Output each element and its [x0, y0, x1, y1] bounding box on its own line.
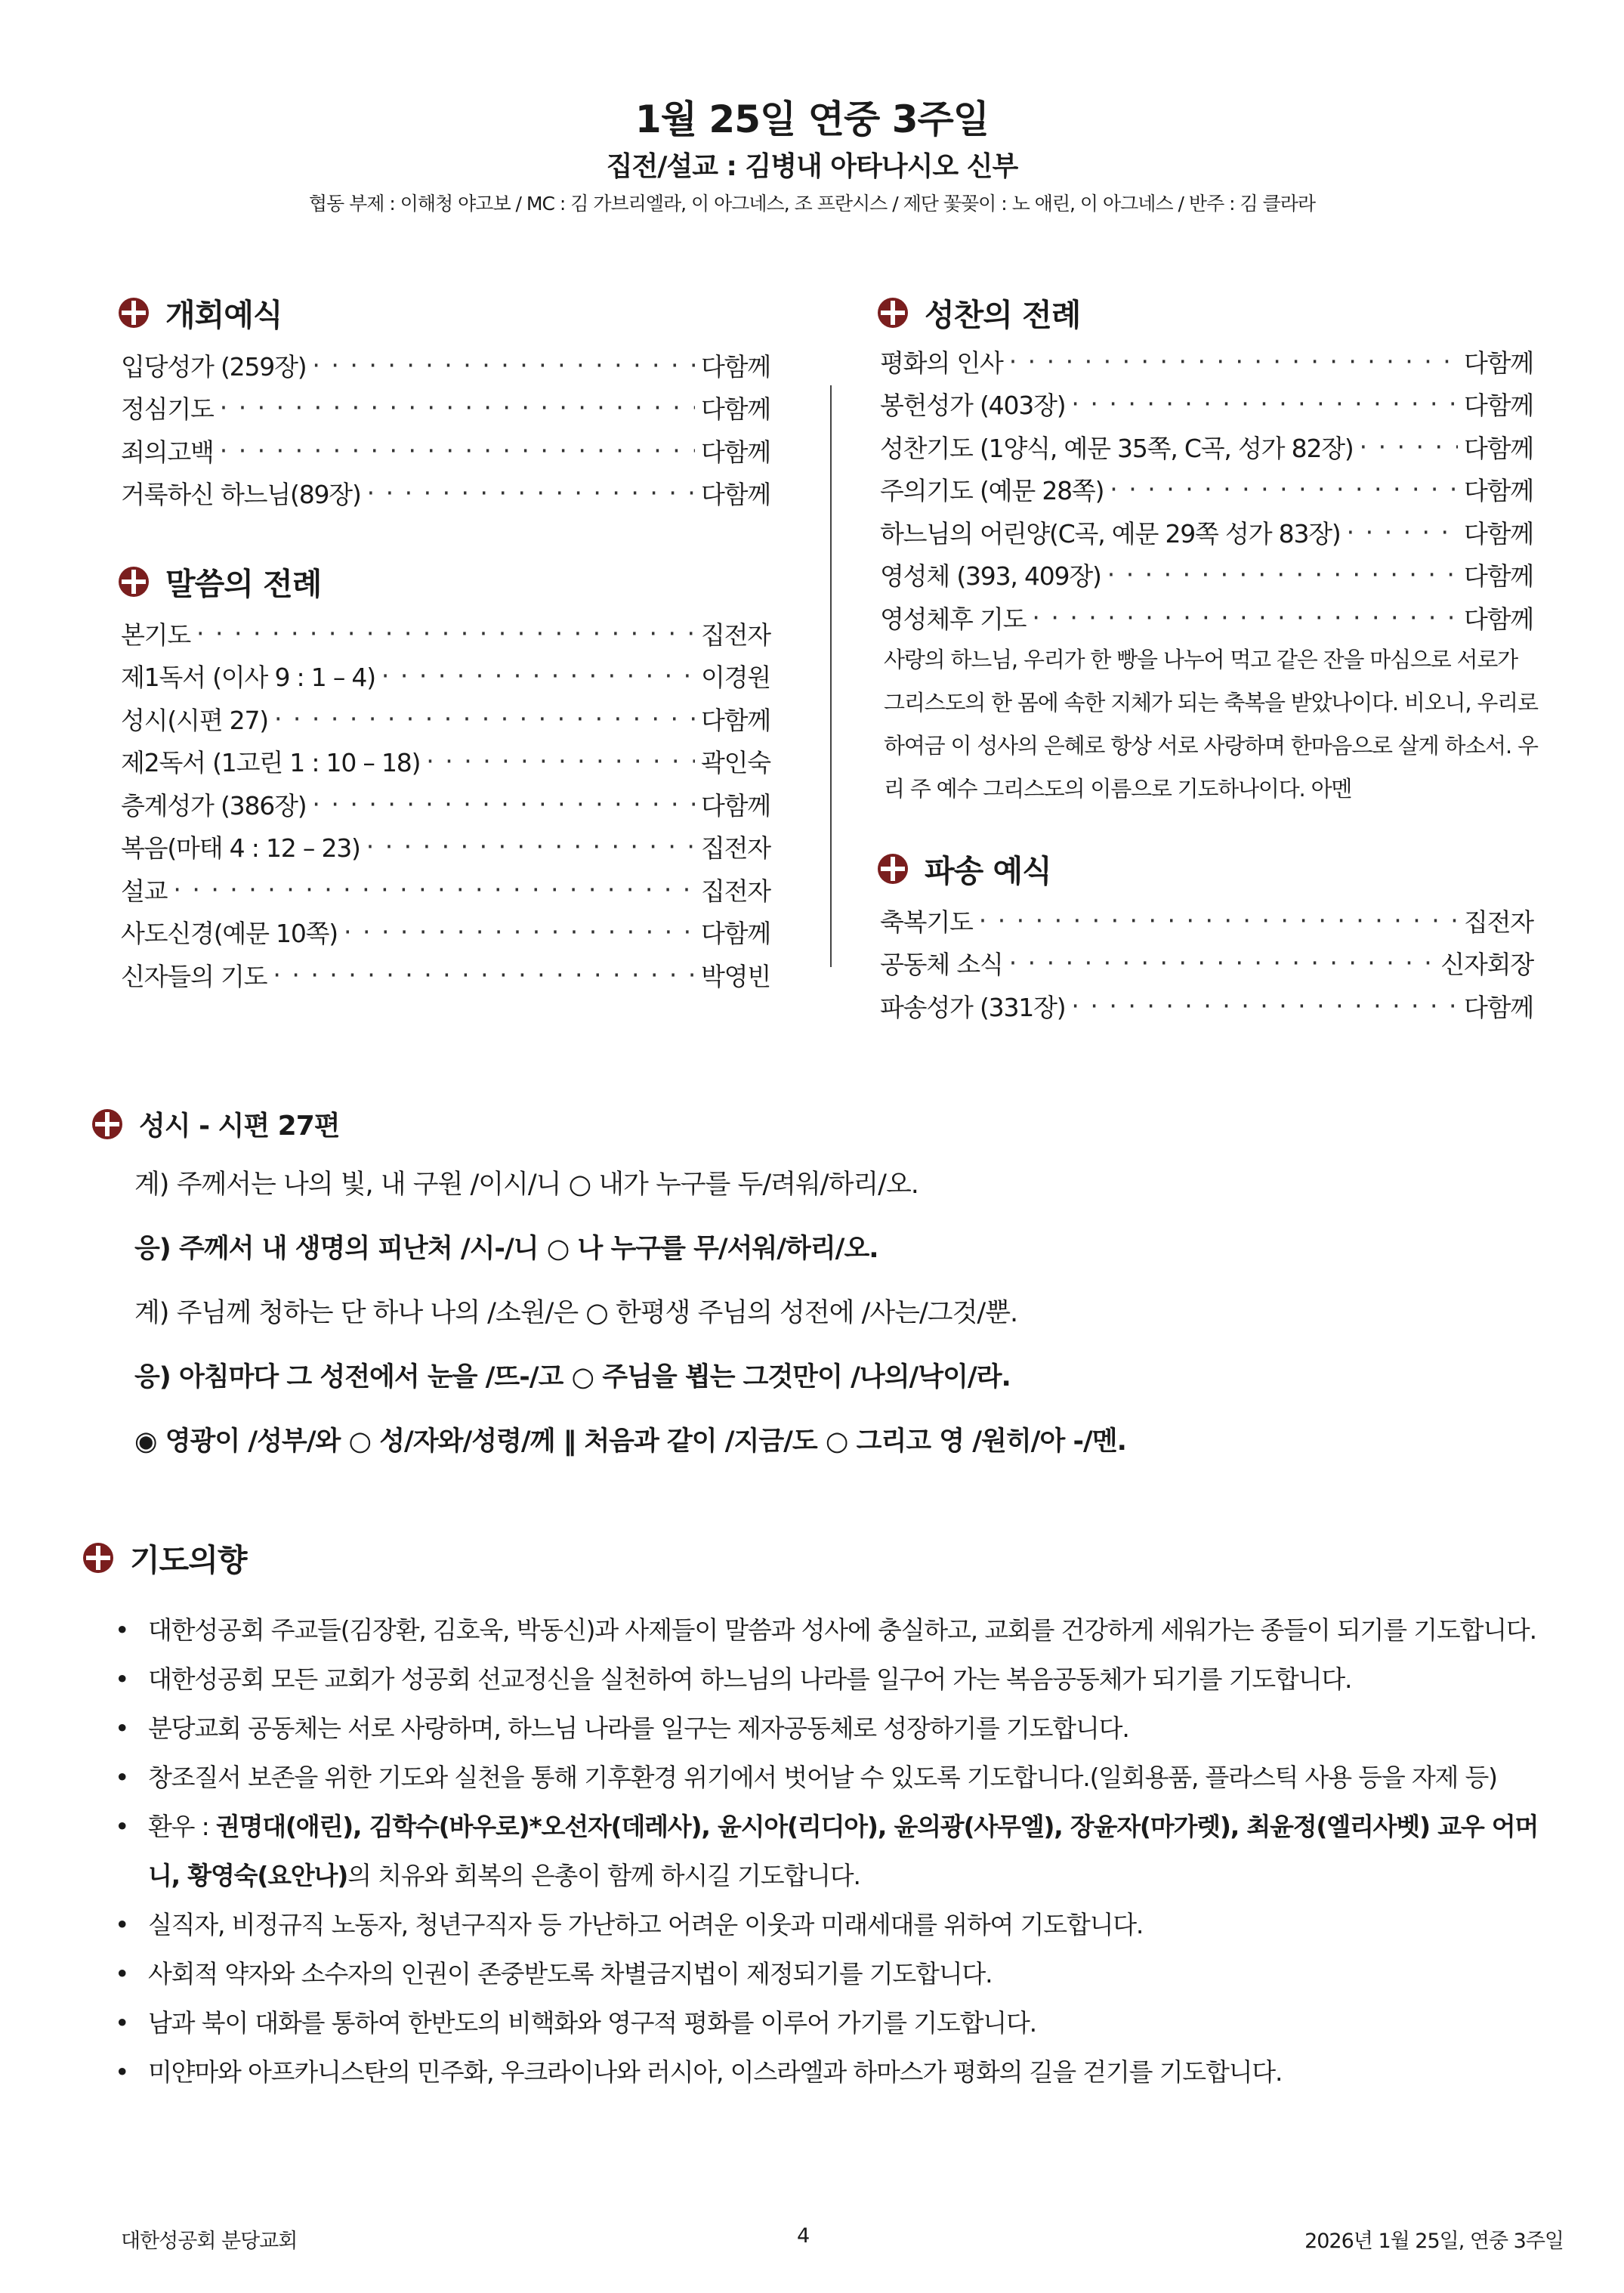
intentions-list — [112, 1605, 1570, 2097]
sick-suffix: 의 치유와 회복의 은총이 함께 하시길 기도합니다. — [347, 1861, 860, 1890]
order-item: 설교 — [121, 876, 168, 906]
section-heading-psalm — [91, 1105, 340, 1143]
intention-item: • 사회적 약자와 소수자의 인권이 존중받도록 차별금지법이 제정되기를 기도합니다. — [112, 1949, 1570, 1998]
order-row — [121, 429, 770, 472]
order-row — [121, 344, 770, 387]
order-row — [880, 383, 1533, 426]
sick-names: 권명대(애린), 김학수(바우로)*오선자(데레사), 윤시아(리디아), 윤의광(사무엘), 장윤자(마가렛), 최윤정(엘리사벳) 교우 어머니, 황영숙(요안나) — [148, 1812, 1539, 1890]
order-item: 성시(시편 27) — [121, 705, 268, 735]
dot-leader — [344, 917, 695, 947]
order-item: 공동체 소식 — [880, 950, 1003, 980]
order-item: 성찬기도 (1양식, 예문 35쪽, C곡, 성가 82장) — [880, 433, 1354, 463]
cross-icon — [117, 565, 150, 598]
order-item: 사도신경(예문 10쪽) — [121, 919, 338, 949]
order-row — [121, 387, 770, 430]
section-title: 성찬의 전례 — [925, 297, 1081, 333]
order-role: 다함께 — [700, 790, 770, 820]
intention-item-sick — [112, 1802, 1570, 1900]
dot-leader — [426, 746, 695, 776]
order-item: 신자들의 기도 — [121, 961, 267, 991]
section-heading-intentions — [82, 1535, 246, 1580]
intention-item: • 실직자, 비정규직 노동자, 청년구직자 등 가난하고 어려운 이웃과 미래세대를 위하여 기도합니다. — [112, 1900, 1570, 1949]
section-heading-dismissal — [876, 846, 1051, 891]
order-row — [880, 340, 1533, 383]
dot-leader — [1110, 474, 1458, 504]
page-title: 1월 25일 연중 3주일 — [634, 97, 990, 141]
intention-item: • 대한성공회 주교들(김장환, 김호욱, 박동신)과 사제들이 말씀과 성사에 충실하고, 교회를 건강하게 세워가는 종들이 되기를 기도합니다. — [112, 1605, 1570, 1655]
order-role: 다함께 — [1463, 992, 1533, 1022]
dismissal-order-list — [880, 899, 1533, 1028]
dot-leader — [220, 393, 695, 422]
ministers-line: 협동 부제 : 이해청 야고보 / MC : 김 가브리엘라, 이 아그네스, 조 프란시스 / 제단 꽃꽂이 : 노 애린, 이 아그네스 / 반주 : 김 클라라 — [308, 193, 1316, 215]
dot-leader — [979, 906, 1458, 935]
psalm-verse: 계) 주님께 청하는 단 하나 나의 /소원/은 ○ 한평생 주님의 성전에 /사는/그것/뿐. — [134, 1298, 1018, 1328]
order-role: 다함께 — [700, 351, 770, 382]
psalm-verse: 계) 주께서는 나의 빛, 내 구원 /이시/니 ○ 내가 누구를 두/려워/하리/오. — [134, 1170, 919, 1200]
celebrant-line: 집전/설교 : 김병내 아타나시오 신부 — [606, 151, 1018, 182]
psalm-response: 응) 주께서 내 생명의 피난처 /시-/니 ○ 나 누구를 무/서워/하리/오. — [134, 1234, 878, 1264]
order-item: 층계성가 (386장) — [121, 790, 307, 820]
word-order-list — [121, 612, 770, 997]
dot-leader — [312, 351, 695, 380]
dot-leader — [1009, 347, 1458, 376]
cross-icon — [876, 296, 909, 329]
order-row — [121, 655, 770, 698]
order-item: 입당성가 (259장) — [121, 351, 307, 382]
psalm-response: 응) 아침마다 그 성전에서 눈을 /뜨-/고 ○ 주님을 뵙는 그것만이 /나의/낙이/라. — [134, 1362, 1011, 1392]
order-row — [880, 899, 1533, 942]
cross-icon — [91, 1108, 124, 1141]
order-row — [121, 697, 770, 740]
order-role: 다함께 — [700, 480, 770, 510]
order-row — [880, 425, 1533, 468]
order-row — [121, 740, 770, 783]
sick-prefix: 환우 : — [148, 1812, 216, 1841]
order-row — [880, 984, 1533, 1028]
order-row — [121, 868, 770, 911]
order-role: 다함께 — [1463, 476, 1533, 506]
order-role: 다함께 — [700, 394, 770, 425]
order-row — [880, 942, 1533, 985]
order-item: 영성체 (393, 409장) — [880, 561, 1101, 592]
order-role: 박영빈 — [700, 961, 770, 991]
column-divider — [830, 385, 832, 967]
order-role: 다함께 — [1463, 518, 1533, 549]
intention-item: • 미얀마와 아프카니스탄의 민주화, 우크라이나와 러시아, 이스라엘과 하마스가 평화의 길을 걷기를 기도합니다. — [112, 2047, 1570, 2097]
dot-leader — [367, 478, 695, 508]
page-number: 4 — [797, 2224, 810, 2248]
dot-leader — [381, 661, 695, 691]
dot-leader — [1032, 603, 1458, 632]
order-role: 집전자 — [1463, 907, 1533, 937]
dot-leader — [274, 704, 695, 734]
section-heading-eucharist — [876, 290, 1080, 335]
dot-leader — [273, 960, 695, 990]
order-item: 영성체후 기도 — [880, 604, 1027, 634]
intention-item: • 창조질서 보존을 위한 기도와 실천을 통해 기후환경 위기에서 벗어날 수 있도록 기도합니다.(일회용품, 플라스틱 사용 등을 자제 등) — [112, 1753, 1570, 1802]
order-item: 제1독서 (이사 9 : 1 – 4) — [121, 663, 375, 693]
order-role: 이경원 — [700, 663, 770, 693]
eucharist-order-list — [880, 340, 1533, 639]
dot-leader — [1347, 518, 1458, 547]
intention-item: • 분당교회 공동체는 서로 사랑하며, 하느님 나라를 일구는 제자공동체로 성장하기를 기도합니다. — [112, 1704, 1570, 1753]
order-item: 거룩하신 하느님(89장) — [121, 480, 361, 510]
section-heading-word — [117, 559, 321, 604]
order-item: 평화의 인사 — [880, 348, 1003, 378]
dot-leader — [173, 875, 695, 904]
cross-icon — [876, 852, 909, 885]
dot-leader — [1009, 948, 1435, 978]
section-title: 기도의향 — [130, 1542, 247, 1578]
order-role: 다함께 — [1463, 604, 1533, 634]
section-title: 성시 - 시편 27편 — [139, 1111, 340, 1142]
order-row — [880, 511, 1533, 554]
order-row — [121, 472, 770, 515]
order-item: 죄의고백 — [121, 437, 214, 467]
order-role: 다함께 — [1463, 561, 1533, 592]
order-item: 하느님의 어린양(C곡, 예문 29쪽 성가 83장) — [880, 518, 1341, 549]
dot-leader — [1107, 560, 1458, 589]
order-role: 다함께 — [700, 705, 770, 735]
order-row — [880, 554, 1533, 597]
footer-date: 2026년 1월 25일, 연중 3주일 — [1304, 2230, 1564, 2253]
order-row — [880, 596, 1533, 639]
order-role: 신자회장 — [1440, 950, 1533, 980]
order-role: 집전자 — [700, 833, 770, 864]
section-heading-opening — [117, 290, 282, 335]
intention-item: • 남과 북이 대화를 통하여 한반도의 비핵화와 영구적 평화를 이루어 가기를 기도합니다. — [112, 1998, 1570, 2047]
section-title: 말씀의 전례 — [165, 566, 322, 602]
order-item: 본기도 — [121, 620, 191, 650]
intention-item: • 대한성공회 모든 교회가 성공회 선교정신을 실천하여 하느님의 나라를 일구어 가는 복음공동체가 되기를 기도합니다. — [112, 1655, 1570, 1704]
dot-leader — [1360, 432, 1458, 462]
order-role: 다함께 — [1463, 348, 1533, 378]
order-row — [121, 783, 770, 826]
order-row — [121, 911, 770, 954]
dot-leader — [220, 436, 695, 465]
cross-icon — [117, 296, 150, 329]
order-item: 주의기도 (예문 28쪽) — [880, 476, 1104, 506]
order-item: 봉헌성가 (403장) — [880, 391, 1066, 421]
post-communion-prayer: 사랑의 하느님, 우리가 한 빵을 나누어 먹고 같은 잔을 마심으로 서로가 그리스도의 한 몸에 속한 지체가 되는 축복을 받았나이다. 비오니, 우리로 하여금 이 성사의 은혜로 항상 서로 사랑하며 한마음으로 살게 하소서. 우리 주 예수 그리스도의 이름으로 기도하나이다. 아멘 — [884, 647, 1538, 802]
order-item: 정심기도 — [121, 394, 214, 425]
order-row — [880, 468, 1533, 511]
order-item: 축복기도 — [880, 907, 973, 937]
order-role: 집전자 — [700, 620, 770, 650]
order-role: 다함께 — [1463, 433, 1533, 463]
order-role: 집전자 — [700, 876, 770, 906]
order-role: 다함께 — [700, 437, 770, 467]
order-item: 복음(마태 4 : 12 – 23) — [121, 833, 360, 864]
opening-order-list — [121, 344, 770, 515]
section-title: 개회예식 — [165, 297, 283, 333]
order-item: 제2독서 (1고린 1 : 10 – 18) — [121, 748, 421, 778]
cross-icon — [82, 1541, 115, 1575]
section-title: 파송 예식 — [925, 853, 1051, 889]
footer-church-name: 대한성공회 분당교회 — [121, 2230, 298, 2253]
order-item: 파송성가 (331장) — [880, 992, 1066, 1022]
order-role: 다함께 — [700, 919, 770, 949]
order-row — [121, 953, 770, 997]
dot-leader — [312, 790, 695, 819]
dot-leader — [1071, 389, 1458, 419]
dot-leader — [196, 619, 695, 648]
dot-leader — [366, 832, 695, 861]
order-row — [121, 612, 770, 655]
order-role: 다함께 — [1463, 391, 1533, 421]
psalm-gloria: ◉ 영광이 /성부/와 ○ 성/자와/성령/께 ‖ 처음과 같이 /지금/도 ○ 그리고 영 /원히/아 -/멘. — [134, 1426, 1126, 1457]
dot-leader — [1071, 991, 1458, 1021]
order-role: 곽인숙 — [700, 748, 770, 778]
order-row — [121, 826, 770, 869]
